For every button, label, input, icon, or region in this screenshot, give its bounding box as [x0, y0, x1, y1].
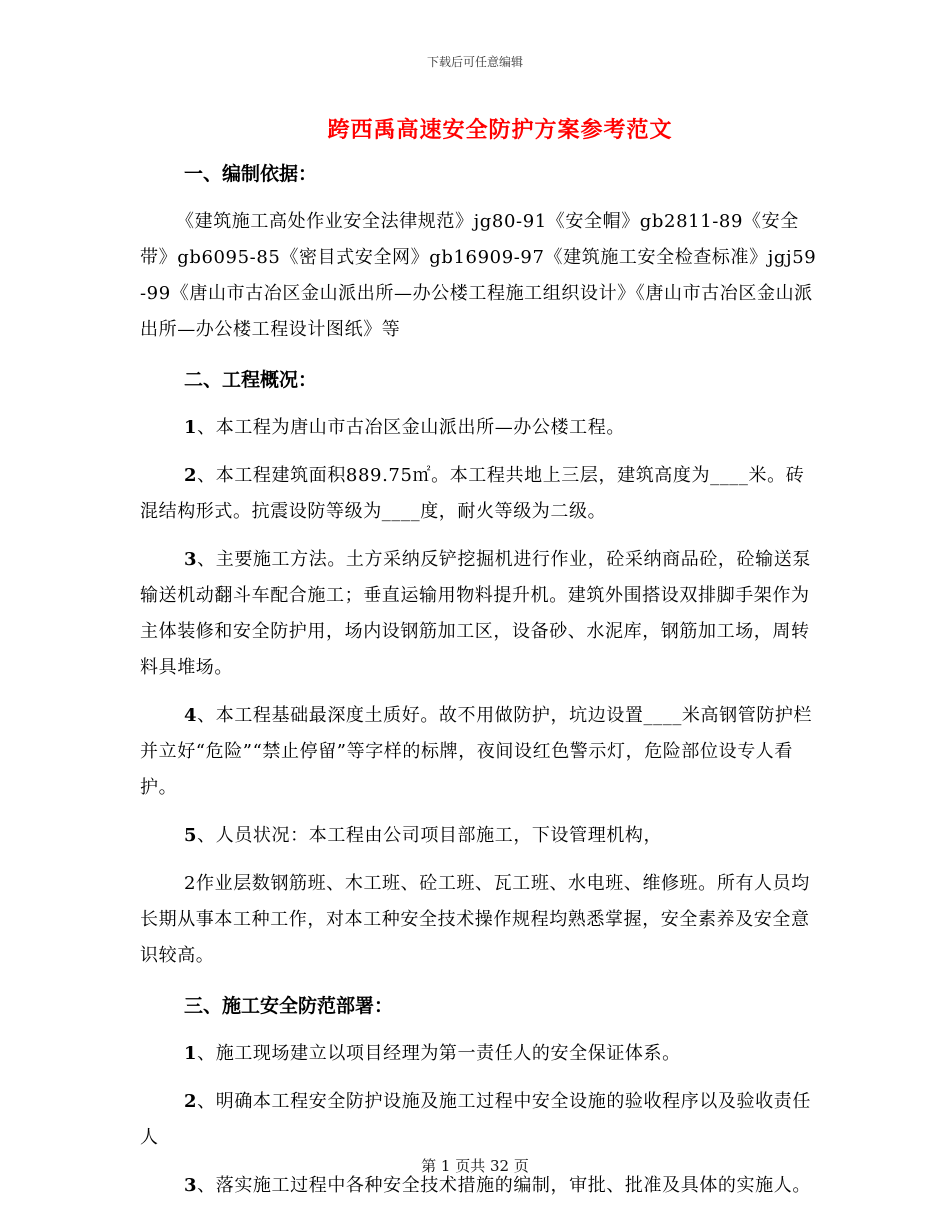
header-note: 下载后可任意编辑 [426, 55, 523, 69]
paragraph-text: 、落实施工过程中各种安全技术措施的编制，审批、批准及具体的实施人。 [197, 1175, 811, 1196]
paragraph-text: 、本工程基础最深度土质好。故不用做防护，坑边设置____米高钢管防护栏并立好“危险”“禁止停留”等字样的标牌，夜间设红色警示灯，危险部位设专人看护。 [140, 705, 813, 798]
page-footer: 第 1 页共 32 页 [421, 1157, 529, 1175]
paragraph-number: 2 [184, 1091, 198, 1112]
paragraph-number: 4 [184, 705, 198, 726]
paragraph-number: 2 [184, 465, 198, 486]
paragraph-number: 1 [184, 417, 198, 438]
paragraph-text: 《建筑施工高处作业安全法律规范》jg80-91《安全帽》gb2811-89《安全带》gb6095-85《密目式安全网》gb16909-97《建筑施工安全检查标准》jgj59-99《唐山市古冶区金山派出所—办公楼工程施工组织设计》《唐山市古冶区金山派出所—办公楼工程设计图纸》等 [140, 211, 817, 340]
paragraph [140, 866, 820, 974]
document-title: 跨西禹高速安全防护方案参考范文 [327, 117, 673, 143]
paragraph [140, 410, 820, 446]
paragraph-text: 、人员状况：本工程由公司项目部施工，下设管理机构， [197, 825, 663, 846]
paragraph [140, 1036, 820, 1072]
paragraph-text: 、本工程建筑面积889.75㎡。本工程共地上三层，建筑高度为____米。砖混结构形式。抗震设防等级为____度，耐火等级为二级。 [140, 465, 805, 522]
paragraph-number: 3 [184, 549, 198, 570]
paragraph-number: 1 [184, 1043, 198, 1064]
paragraph [140, 458, 820, 530]
section-heading: 二、工程概况： [184, 369, 318, 391]
section-heading: 三、施工安全防范部署： [184, 995, 394, 1017]
paragraph [140, 818, 820, 854]
paragraph [140, 1084, 820, 1156]
paragraph-text: 、主要施工方法。土方采纳反铲挖掘机进行作业，砼采纳商品砼，砼输送泵输送机动翻斗车配合施工；垂直运输用物料提升机。建筑外围搭设双排脚手架作为主体装修和安全防护用，场内设钢筋加工区，设备砂、水泥库，钢筋加工场，周转料具堆场。 [140, 549, 811, 678]
paragraph-text: 、施工现场建立以项目经理为第一责任人的安全保证体系。 [197, 1043, 681, 1064]
paragraph-number: 3 [184, 1175, 198, 1196]
paragraph-text: 、明确本工程安全防护设施及施工过程中安全设施的验收程序以及验收责任人 [140, 1091, 811, 1148]
paragraph-text: 2作业层数钢筋班、木工班、砼工班、瓦工班、水电班、维修班。所有人员均长期从事本工种工作，对本工种安全技术操作规程均熟悉掌握，安全素养及安全意识较高。 [140, 873, 810, 966]
paragraph [140, 698, 820, 806]
paragraph [140, 204, 820, 348]
paragraph-text: 、本工程为唐山市古冶区金山派出所—办公楼工程。 [197, 417, 625, 438]
paragraph [140, 542, 820, 686]
paragraph-number: 5 [184, 825, 198, 846]
document-body [140, 160, 820, 1204]
section-heading: 一、编制依据： [184, 163, 318, 185]
